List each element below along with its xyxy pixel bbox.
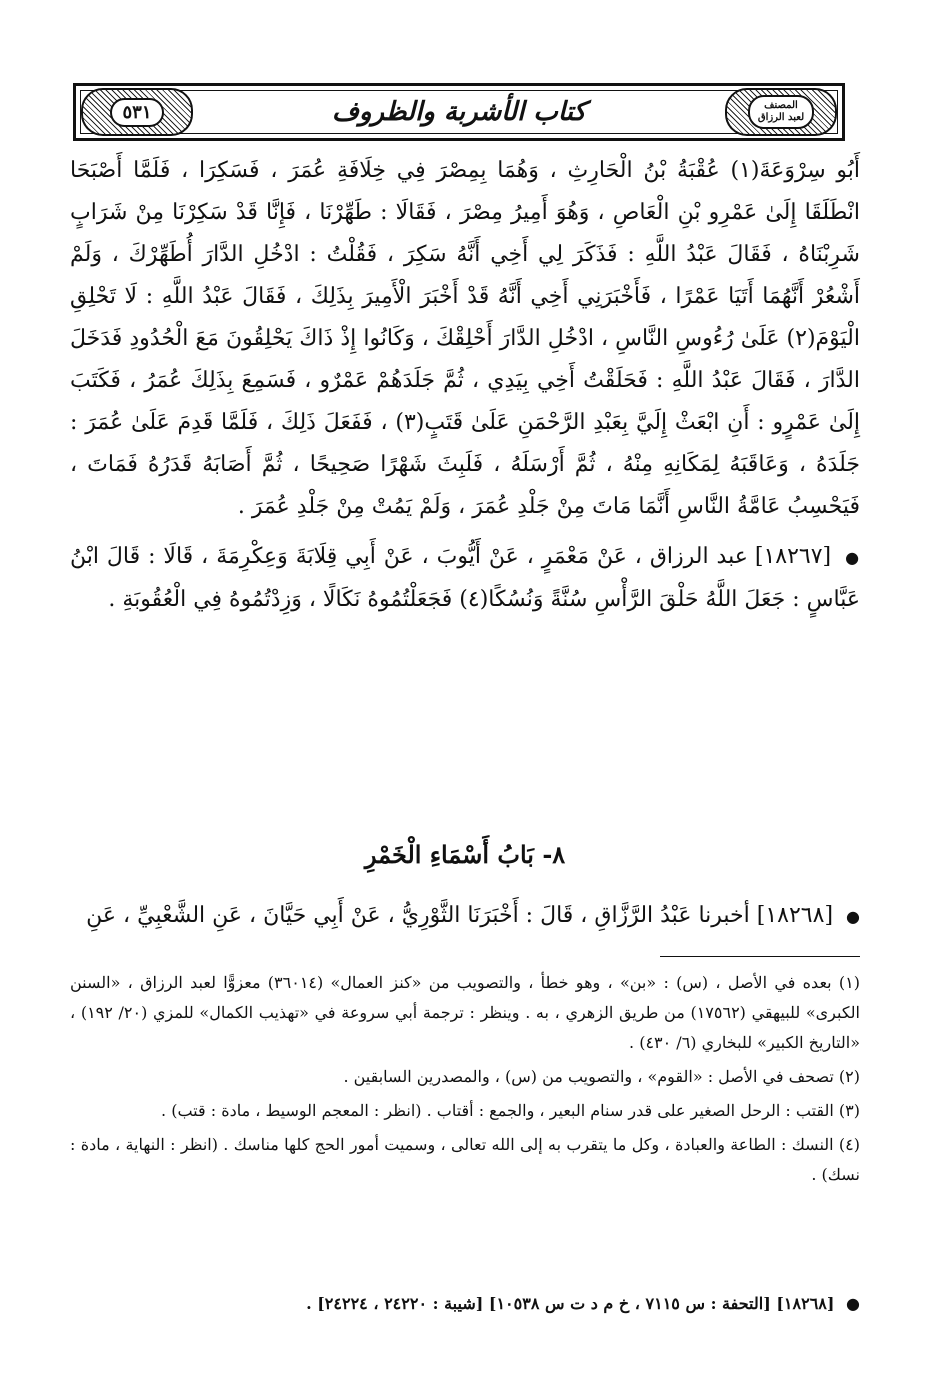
book-logo-line1: المصنف xyxy=(764,100,798,111)
main-text xyxy=(70,150,860,621)
bullet-icon: ● xyxy=(846,1294,860,1313)
paragraph-2-text: [١٨٢٦٧] عبد الرزاق ، عَنْ مَعْمَرٍ ، عَنْ أَيُّوبَ ، عَنْ أَبِي قِلَابَةَ وَعِكْرِمَةَ ، قَالَا : قَالَ ابْنُ عَبَّاسٍ : جَعَلَ اللَّهُ حَلْقَ الرَّأْسِ سُنَّةً وَنُسُكًا(٤) فَجَعَلْتُمُوهُ نَكَالًا ، وَزِدْتُمُوهُ فِي الْعُقُوبَةِ . xyxy=(70,544,860,612)
footnote-divider xyxy=(660,956,860,957)
book-logo-line2: لعبد الرزاق xyxy=(757,112,805,123)
page-number: ٥٣١ xyxy=(110,98,163,127)
bullet-icon: ● xyxy=(846,907,860,926)
footnotes xyxy=(70,968,860,1194)
footnote-3: (٣) القتب : الرحل الصغير على قدر سنام البعير ، والجمع : أقتاب . (انظر : المعجم الوسيط ، مادة : قتب) . xyxy=(161,1101,860,1120)
paragraph-1: أَبُو سِرْوَعَةَ(١) عُقْبَةُ بْنُ الْحَارِثِ ، وَهُمَا بِمِصْرَ فِي خِلَافَةِ عُمَرَ ، فَسَكِرَا ، فَلَمَّا أَصْبَحَا انْطَلَقَا إِلَىٰ عَمْرِو بْنِ الْعَاصِ ، وَهُوَ أَمِيرُ مِصْرَ ، فَقَالَا : طَهِّرْنَا ، فَإِنَّا قَدْ سَكِرْنَا مِنْ شَرَابٍ شَرِبْنَاهُ ، فَقَالَ عَبْدُ اللَّهِ : فَذَكَرَ لِي أَخِي أَنَّهُ سَكِرَ ، فَقُلْتُ : ادْخُلِ الدَّارَ أُطَهِّرْكَ ، وَلَمْ أَشْعُرْ أَنَّهُمَا أَتَيَا عَمْرًا ، فَأَخْبَرَنِي أَخِي أَنَّهُ قَدْ أَخْبَرَ الْأَمِيرَ بِذَلِكَ ، فَقَالَ عَبْدُ اللَّهِ : لَا تَحْلِقِ الْيَوْمَ(٢) عَلَىٰ رُءُوسِ النَّاسِ ، ادْخُلِ الدَّارَ أَحْلِقْكَ ، وَكَانُوا إِذْ ذَاكَ يَحْلِقُونَ مَعَ الْحُدُودِ فَدَخَلَ الدَّارَ ، فَقَالَ عَبْدُ اللَّهِ : فَحَلَقْتُ أَخِي بِيَدِي ، ثُمَّ جَلَدَهُمْ عَمْرٌو ، فَسَمِعَ بِذَلِكَ عُمَرُ ، فَكَتَبَ إِلَىٰ عَمْرٍو : أَنِ ابْعَثْ إِلَيَّ بِعَبْدِ الرَّحْمَنِ عَلَىٰ قَتَبٍ(٣) ، فَفَعَلَ ذَلِكَ ، فَلَمَّا قَدِمَ عَلَىٰ عُمَرَ : جَلَدَهُ ، وَعَاقَبَهُ لِمَكَانِهِ مِنْهُ ، ثُمَّ أَرْسَلَهُ ، فَلَبِثَ شَهْرًا صَحِيحًا ، ثُمَّ أَصَابَهُ قَدَرُهُ فَمَاتَ ، فَيَحْسِبُ عَامَّةُ النَّاسِ أَنَّمَا مَاتَ مِنْ جَلْدِ عُمَرَ ، وَلَمْ يَمُتْ مِنْ جَلْدِ عُمَرَ . xyxy=(70,158,861,519)
footnote-1: (١) بعده في الأصل ، (س) : «بن» ، وهو خطأ ، والتصويب من «كنز العمال» (٣٦٠١٤) معزوًّا لعبد الرزاق ، «السنن الكبرى» للبيهقي (١٧٥٦٢) من طريق الزهري ، به . وينظر : ترجمة أبي سروعة في «تهذيب الكمال» للمزي (٢٠/ ١٩٢) ، «التاريخ الكبير» للبخاري (٦/ ٤٣٠) . xyxy=(70,973,860,1052)
bullet-icon: ● xyxy=(845,548,860,567)
footnote-2: (٢) تصحف في الأصل : «القوم» ، والتصويب من (س) ، والمصدرين السابقين . xyxy=(343,1067,860,1086)
paragraph-3 xyxy=(70,895,860,938)
chapter-heading: ٨- بَابُ أَسْمَاءِ الْخَمْرِ xyxy=(364,840,566,869)
book-title: كتاب الأشربة والظروف xyxy=(332,97,586,127)
footnote-4: (٤) النسك : الطاعة والعبادة ، وكل ما يتقرب به إلى الله تعالى ، وسميت أمور الحج كلها مناسك . (انظر : النهاية ، مادة : نسك) . xyxy=(70,1135,860,1184)
page-header xyxy=(73,83,845,141)
tahqiq-text: [١٨٢٦٨] [التحفة : س ٧١١٥ ، خ م د ت س ١٠٥٣٨] [شيبة : ٢٤٢٢٠ ، ٢٤٢٢٤] . xyxy=(306,1294,835,1313)
tahqiq-line xyxy=(70,1290,860,1318)
book-logo xyxy=(748,95,814,129)
paragraph-2 xyxy=(70,536,860,621)
page-number-ornament xyxy=(81,88,193,136)
paragraph-3-text: [١٨٢٦٨] أخبرنا عَبْدُ الرَّزَّاقِ ، قَالَ : أَخْبَرَنَا الثَّوْرِيُّ ، عَنْ أَبِي حَيَّانَ ، عَنِ الشَّعْبِيِّ ، عَنِ xyxy=(86,903,834,928)
book-logo-ornament xyxy=(725,88,837,136)
